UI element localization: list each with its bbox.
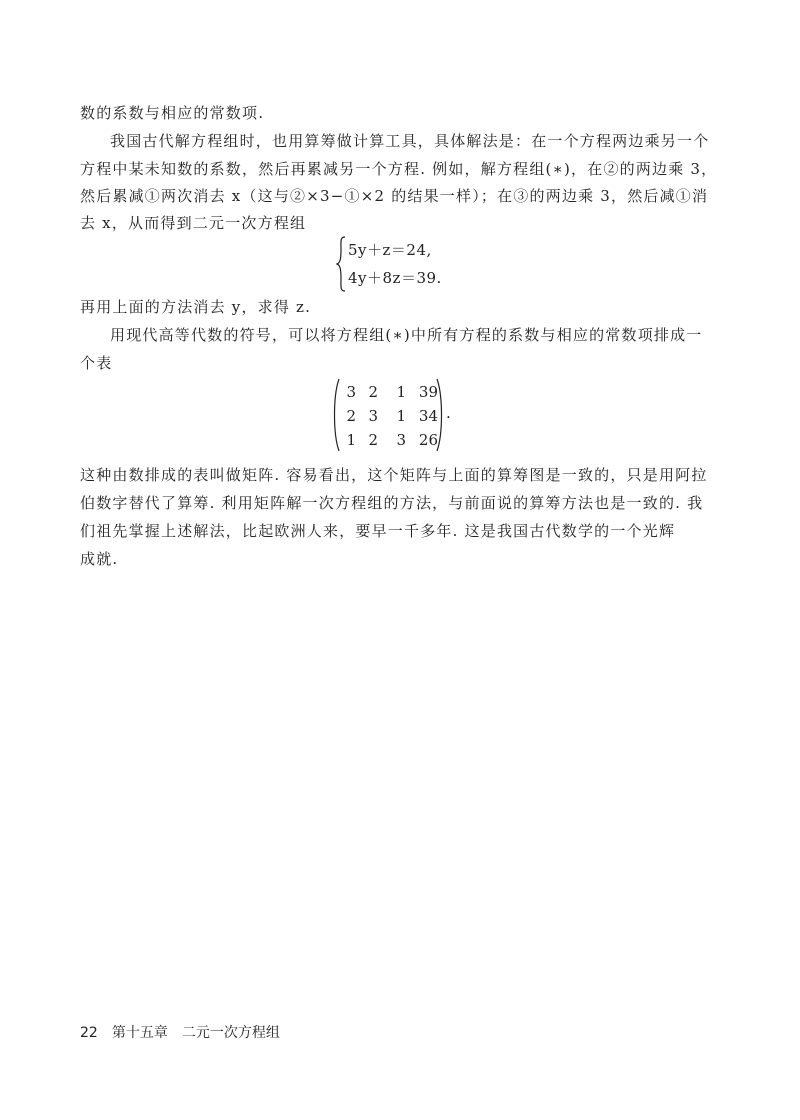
text-line: 伯数字替代了算筹. 利用矩阵解一次方程组的方法，与前面说的算筹方法也是一致的. 我 <box>80 494 704 512</box>
text-line: 们祖先掌握上述解法，比起欧洲人来，要早一千多年. 这是我国古代数学的一个光辉 <box>80 522 676 540</box>
matrix-cell: 3 <box>346 383 356 401</box>
equation-1: 5y＋z＝24, <box>348 241 432 259</box>
text-line: 用现代高等代数的符号，可以将方程组(∗)中所有方程的系数与相应的常数项排成一 <box>110 326 703 344</box>
matrix-cell: 3 <box>368 407 378 425</box>
chapter-label: 第十五章 <box>111 1025 168 1041</box>
matrix-cell: 39 <box>418 383 438 401</box>
coefficient-matrix <box>332 378 462 452</box>
text-line: 个表 <box>80 354 113 372</box>
matrix-cell: 3 <box>396 431 406 449</box>
right-paren-icon <box>436 378 444 452</box>
matrix-cell: 2 <box>368 383 378 401</box>
matrix-cell: 1 <box>346 431 356 449</box>
page-footer <box>80 1022 280 1042</box>
text-line: 然后累减①两次消去 x（这与②×3−①×2 的结果一样）；在③的两边乘 3，然后减①消 <box>80 187 709 205</box>
text-line: 成就. <box>80 550 119 568</box>
matrix-cell: 1 <box>396 407 406 425</box>
text-line: 去 x，从而得到二元一次方程组 <box>80 214 307 232</box>
text-line: 再用上面的方法消去 y，求得 z. <box>80 298 312 316</box>
matrix-cell: 26 <box>418 431 438 449</box>
matrix-cell: 1 <box>396 383 406 401</box>
equation-2: 4y＋8z＝39. <box>348 269 442 287</box>
text-line: 方程中某未知数的系数，然后再累减另一个方程. 例如，解方程组(∗)，在②的两边乘 3， <box>80 160 718 178</box>
matrix-cell: 2 <box>368 431 378 449</box>
text-line: 数的系数与相应的常数项. <box>80 104 265 122</box>
matrix-cell: 34 <box>418 407 438 425</box>
page-number: 22 <box>80 1025 98 1041</box>
equation-system <box>336 236 486 292</box>
text-line: 这种由数排成的表叫做矩阵. 容易看出，这个矩阵与上面的算筹图是一致的，只是用阿拉 <box>80 466 708 484</box>
matrix-cell: 2 <box>346 407 356 425</box>
text-line: 我国古代解方程组时，也用算筹做计算工具，具体解法是：在一个方程两边乘另一个 <box>110 132 710 150</box>
chapter-title: 二元一次方程组 <box>181 1025 280 1041</box>
left-brace-icon <box>336 236 346 292</box>
matrix-period: . <box>446 404 451 422</box>
